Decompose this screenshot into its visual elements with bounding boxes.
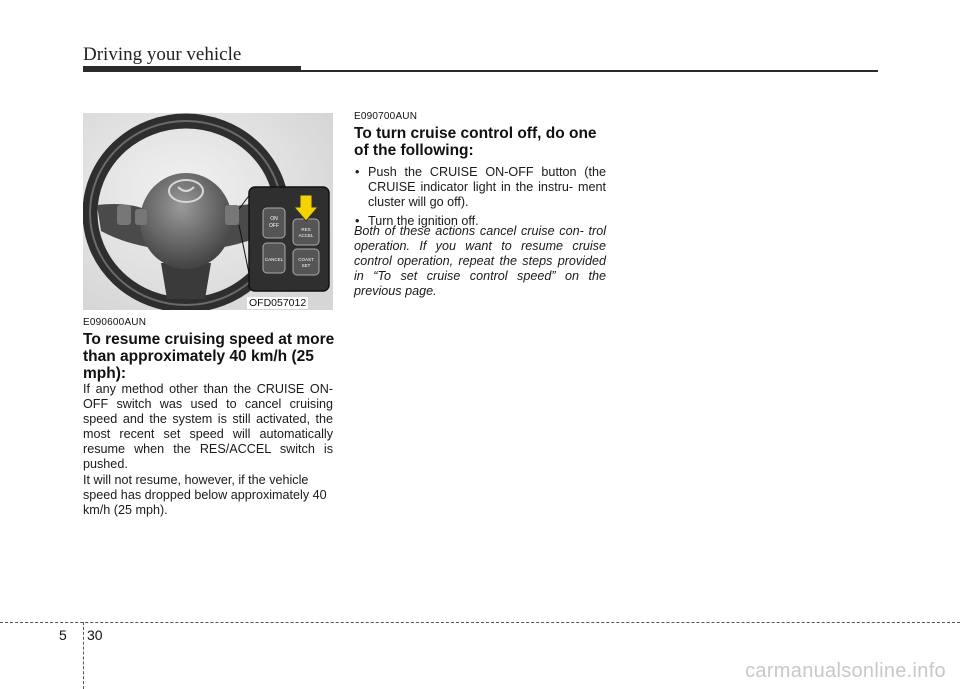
section-code: E090600AUN: [83, 317, 147, 328]
figure-code-label: OFD057012: [249, 297, 307, 309]
steering-wheel-illustration: [83, 113, 333, 310]
list-item: [354, 165, 606, 210]
svg-text:SET: SET: [301, 263, 311, 268]
steering-wheel-figure: [83, 113, 333, 310]
body-paragraph: If any method other than the CRUISE ON-OFF switch was used to cancel cruising speed and the system is still activated, the most recent set speed will automatically resume when the RES/ACCEL switch is pushed.: [83, 382, 333, 471]
svg-text:OFF: OFF: [269, 223, 279, 229]
svg-text:ON: ON: [270, 216, 278, 222]
svg-text:COAST: COAST: [298, 257, 314, 262]
page-header-title: Driving your vehicle: [83, 44, 242, 65]
section-code: E090700AUN: [354, 111, 418, 122]
page-number: 30: [87, 627, 103, 643]
svg-text:RES: RES: [301, 227, 311, 232]
watermark-text: carmanualsonline.info: [745, 660, 946, 682]
header-rule-thin: [83, 70, 878, 72]
section-heading: To turn cruise control off, do one of the following:: [354, 125, 597, 159]
footer-rule: [0, 622, 960, 623]
body-paragraph: It will not resume, however, if the vehicle speed has dropped below approximately 40 km/h (25 mph).: [83, 473, 327, 517]
list-item-text: Turn the ignition off.: [368, 214, 479, 228]
section-heading: To resume cruising speed at more than approximately 40 km/h (25 mph):: [83, 331, 335, 382]
bullet-icon: •: [355, 165, 360, 179]
footer-divider: [83, 622, 84, 689]
instruction-list: [354, 165, 606, 233]
italic-note: Both of these actions cancel cruise con- trol operation. If you want to resume cruise control operation, repeat the steps provided in “To set cruise control speed” on the previous page.: [354, 224, 606, 298]
chapter-number: 5: [59, 627, 67, 643]
svg-text:CANCEL: CANCEL: [264, 257, 284, 262]
bullet-icon: •: [355, 214, 360, 228]
svg-text:ACCEL: ACCEL: [298, 233, 314, 238]
list-item-text: Push the CRUISE ON-OFF button (the CRUISE indicator light in the instru- ment cluster will go off).: [368, 165, 606, 209]
